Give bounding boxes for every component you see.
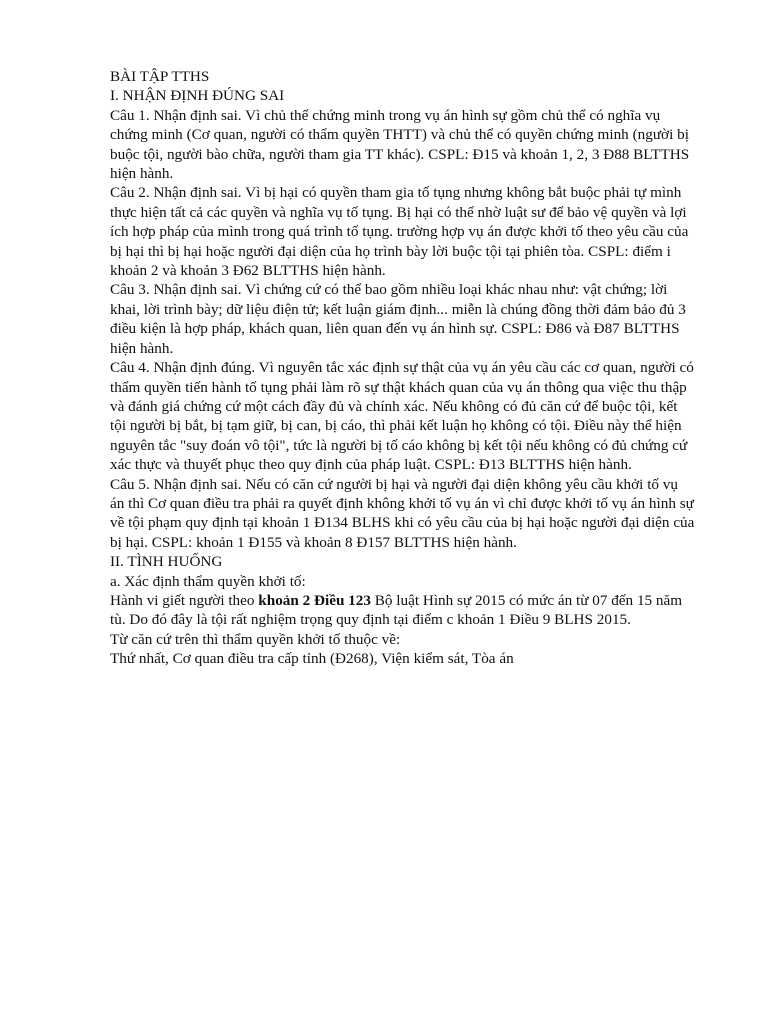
- question-4: Câu 4. Nhận định đúng. Vì nguyên tắc xác định sự thật của vụ án yêu cầu các cơ quan, người có thẩm quyền tiến hành tố tụng phải làm rõ sự thật khách quan của vụ án thông qua việc thu thập và đánh giá chứng cứ một cách đầy đủ và chính xác. Nếu không có đủ căn cứ để buộc tội, kết tội người bị bắt, bị tạm giữ, bị can, bị cáo, thì phải kết luận họ không có tội. Điều này thể hiện nguyên tắc "suy đoán vô tội", tức là người bị tố cáo không bị kết tội nếu không có đủ chứng cứ xác thực và thuyết phục theo quy định của pháp luật. CSPL: Đ13 BLTTHS hiện hành.: [110, 359, 694, 474]
- section-1-heading: I. NHẬN ĐỊNH ĐÚNG SAI: [110, 87, 285, 105]
- situation-paragraph-2: Từ căn cứ trên thì thẩm quyền khởi tố thuộc về:: [110, 630, 401, 648]
- question-1: Câu 1. Nhận định sai. Vì chủ thể chứng minh trong vụ án hình sự gồm chủ thể có nghĩa vụ chứng minh (Cơ quan, người có thẩm quyền THTT) và chủ thể có quyền chứng minh (người bị buộc tội, người bào chữa, người tham gia TT khác). CSPL: Đ15 và khoản 1, 2, 3 Đ88 BLTTHS hiện hành.: [110, 106, 690, 183]
- section-2-heading: II. TÌNH HUỐNG: [110, 553, 223, 571]
- legal-reference-bold: khoản 2 Điều 123: [258, 591, 371, 609]
- situation-paragraph-1: [110, 591, 695, 630]
- document-title: BÀI TẬP TTHS: [110, 68, 210, 85]
- document-page: [110, 67, 695, 669]
- paragraph-1-rest: Bộ luật Hình sự 2015 có mức án từ 07 đến 15 năm tù. Do đó đây là tội rất nghiệm trọng quy định tại điểm c khoản 1 Điều 9 BLHS 2015.: [110, 591, 683, 629]
- question-5: Câu 5. Nhận định sai. Nếu có căn cứ người bị hại và người đại diện không yêu cầu khởi tố vụ án thì Cơ quan điều tra phải ra quyết định không khởi tố vụ án vì chỉ được khởi tố vụ án hình sự về tội phạm quy định tại khoản 1 Đ134 BLHS khi có yêu cầu của bị hại hoặc người đại diện của bị hại. CSPL: khoản 1 Đ155 và khoản 8 Đ157 BLTTHS hiện hành.: [110, 475, 695, 551]
- question-3: Câu 3. Nhận định sai. Vì chứng cứ có thể bao gồm nhiều loại khác nhau như: vật chứng; lời khai, lời trình bày; dữ liệu điện tử; kết luận giám định... miễn là chúng đồng thời đảm bảo đủ 3 điều kiện là hợp pháp, khách quan, liên quan đến vụ án hình sự. CSPL: Đ86 và Đ87 BLTTHS hiện hành.: [110, 281, 686, 357]
- situation-paragraph-3: Thứ nhất, Cơ quan điều tra cấp tỉnh (Đ268), Viện kiểm sát, Tòa án: [110, 650, 514, 668]
- sub-a-heading: a. Xác định thẩm quyền khởi tố:: [110, 572, 306, 590]
- paragraph-1-lead: Hành vi giết người theo: [110, 591, 259, 609]
- question-2: Câu 2. Nhận định sai. Vì bị hại có quyền tham gia tố tụng nhưng không bắt buộc phải tự mình thực hiện tất cả các quyền và nghĩa vụ tố tụng. Bị hại có thể nhờ luật sư để bảo vệ quyền và lợi ích hợp pháp của mình trong quá trình tố tụng. trường hợp vụ án được khởi tố theo yêu cầu của bị hại thì bị hại hoặc người đại diện của họ trình bày lời buộc tội tại phiên tòa. CSPL: điểm i khoản 2 và khoản 3 Đ62 BLTTHS hiện hành.: [110, 184, 689, 280]
